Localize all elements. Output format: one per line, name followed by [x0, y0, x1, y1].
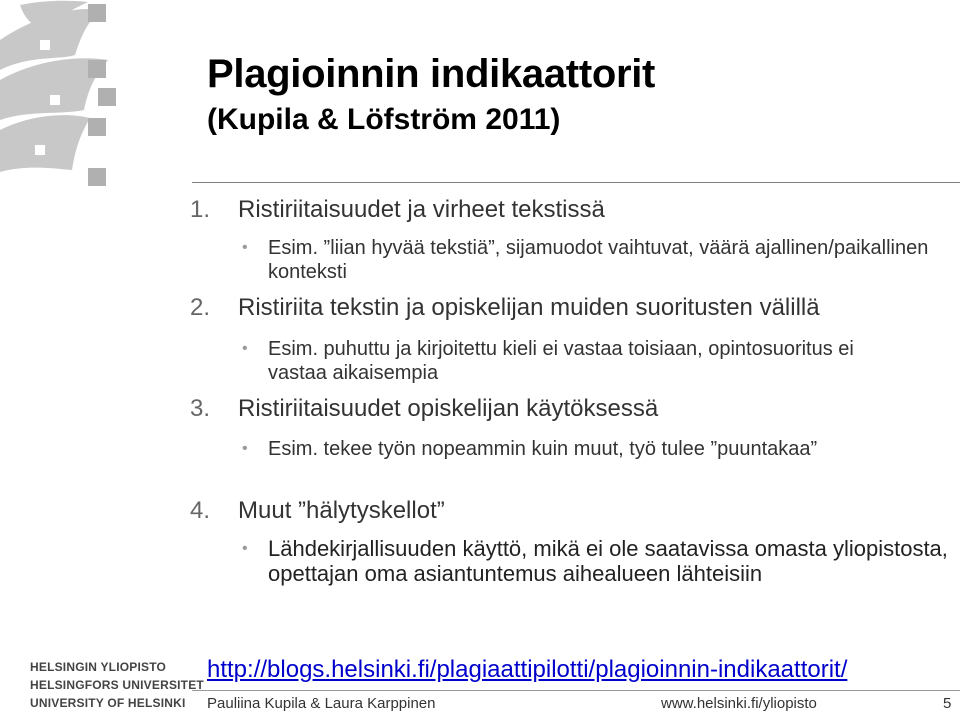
sub-item-2	[242, 337, 882, 385]
list-item-text: Muut ”hälytyskellot”	[238, 497, 445, 524]
bullet-icon: •	[242, 239, 248, 256]
list-item-2	[190, 294, 820, 322]
university-name-en: UNIVERSITY OF HELSINKI	[30, 696, 186, 710]
source-link[interactable]: http://blogs.helsinki.fi/plagiaattipilotti/plagioinnin-indikaattorit/	[207, 656, 848, 683]
sub-item-text: Esim. tekee työn nopeammin kuin muut, työ tulee ”puuntakaa”	[268, 438, 818, 460]
page-number: 5	[943, 695, 952, 712]
sub-item-1	[242, 236, 942, 284]
sub-item-3	[242, 437, 862, 461]
slide-title: Plagioinnin indikaattorit	[207, 52, 656, 96]
slide-subtitle: (Kupila & Löfström 2011)	[207, 103, 561, 136]
list-item-number: 1.	[190, 196, 211, 223]
bullet-icon: •	[242, 440, 248, 457]
bullet-icon: •	[242, 540, 248, 557]
sub-item-4	[242, 536, 957, 586]
list-item-text: Ristiriita tekstin ja opiskelijan muiden suoritusten välillä	[238, 294, 820, 321]
title-divider	[192, 182, 960, 183]
bullet-icon: •	[242, 340, 248, 357]
footer-url: www.helsinki.fi/yliopisto	[661, 695, 817, 712]
university-name-sv: HELSINGFORS UNIVERSITET	[30, 678, 204, 692]
list-item-4	[190, 497, 445, 525]
list-item-1	[190, 196, 605, 224]
sub-item-text: Esim. puhuttu ja kirjoitettu kieli ei vastaa toisiaan, opintosuoritus ei vastaa aikaisempia	[268, 338, 854, 384]
list-item-number: 2.	[190, 294, 211, 321]
list-item-number: 4.	[190, 497, 211, 524]
sub-item-text: Lähdekirjallisuuden käyttö, mikä ei ole saatavissa omasta yliopistosta, opettajan oma asiantuntemus aihealueen lähteisiin	[268, 536, 948, 586]
university-flame-logo-icon	[0, 0, 200, 190]
university-name-fi: HELSINGIN YLIOPISTO	[30, 660, 167, 674]
sub-item-text: Esim. ”liian hyvää tekstiä”, sijamuodot vaihtuvat, väärä ajallinen/paikallinen konteksti	[268, 237, 929, 283]
title-block	[207, 50, 655, 138]
list-item-text: Ristiriitaisuudet ja virheet tekstissä	[238, 196, 605, 223]
footer-divider	[192, 690, 960, 691]
list-item-3	[190, 395, 658, 423]
university-name	[30, 658, 204, 712]
list-item-text: Ristiriitaisuudet opiskelijan käytöksessä	[238, 395, 659, 422]
list-item-number: 3.	[190, 395, 211, 422]
footer-authors: Pauliina Kupila & Laura Karppinen	[207, 695, 436, 712]
